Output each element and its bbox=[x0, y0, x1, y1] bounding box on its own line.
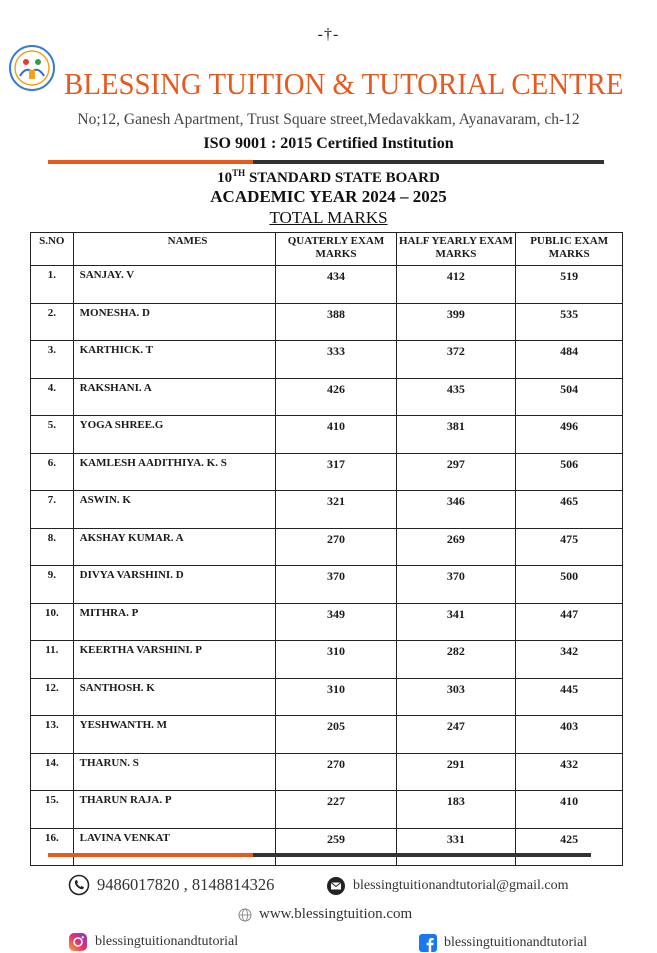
cell-sno: 8. bbox=[31, 528, 74, 566]
marks-table bbox=[30, 232, 623, 866]
table-row bbox=[31, 828, 623, 866]
cell-half-yearly-marks: 341 bbox=[396, 603, 516, 641]
instagram-icon bbox=[68, 932, 88, 952]
cell-public-marks: 465 bbox=[516, 491, 623, 529]
cell-public-marks: 535 bbox=[516, 303, 623, 341]
cell-quarterly-marks: 426 bbox=[276, 378, 396, 416]
cell-public-marks: 519 bbox=[516, 266, 623, 304]
cell-half-yearly-marks: 370 bbox=[396, 566, 516, 604]
cell-student-name: SANJAY. V bbox=[73, 266, 276, 304]
table-row bbox=[31, 528, 623, 566]
cell-public-marks: 445 bbox=[516, 678, 623, 716]
cell-public-marks: 496 bbox=[516, 416, 623, 454]
iso-certification: ISO 9001 : 2015 Certified Institution bbox=[203, 135, 454, 152]
table-row bbox=[31, 753, 623, 791]
cell-public-marks: 447 bbox=[516, 603, 623, 641]
cell-sno: 16. bbox=[31, 828, 74, 866]
table-row bbox=[31, 641, 623, 679]
standard-heading bbox=[0, 168, 657, 187]
globe-icon bbox=[238, 908, 252, 922]
table-row bbox=[31, 266, 623, 304]
cell-half-yearly-marks: 381 bbox=[396, 416, 516, 454]
cell-quarterly-marks: 388 bbox=[276, 303, 396, 341]
cell-quarterly-marks: 227 bbox=[276, 791, 396, 829]
cell-quarterly-marks: 410 bbox=[276, 416, 396, 454]
header-divider bbox=[48, 160, 604, 164]
cell-student-name: KARTHICK. T bbox=[73, 341, 276, 379]
cell-student-name: AKSHAY KUMAR. A bbox=[73, 528, 276, 566]
facebook-icon bbox=[419, 934, 437, 952]
cell-half-yearly-marks: 412 bbox=[396, 266, 516, 304]
cell-quarterly-marks: 349 bbox=[276, 603, 396, 641]
org-name: BLESSING TUITION & TUTORIAL CENTRE bbox=[64, 66, 624, 101]
header-public: PUBLIC EXAM MARKS bbox=[516, 233, 623, 266]
cell-half-yearly-marks: 291 bbox=[396, 753, 516, 791]
facebook-contact bbox=[419, 934, 587, 952]
org-address: No;12, Ganesh Apartment, Trust Square street,Medavakkam, Ayanavaram, ch-12 bbox=[77, 111, 580, 128]
table-row bbox=[31, 603, 623, 641]
cell-student-name: YESHWANTH. M bbox=[73, 716, 276, 754]
cell-half-yearly-marks: 303 bbox=[396, 678, 516, 716]
instagram-handle[interactable]: blessingtuitionandtutorial bbox=[95, 934, 239, 949]
header-sno: S.NO bbox=[31, 233, 74, 266]
cell-student-name: DIVYA VARSHINI. D bbox=[73, 566, 276, 604]
cell-sno: 5. bbox=[31, 416, 74, 454]
cell-sno: 3. bbox=[31, 341, 74, 379]
cell-quarterly-marks: 321 bbox=[276, 491, 396, 529]
cell-sno: 14. bbox=[31, 753, 74, 791]
table-row bbox=[31, 453, 623, 491]
email-contact bbox=[326, 876, 568, 896]
cell-quarterly-marks: 270 bbox=[276, 528, 396, 566]
header-quarterly: QUATERLY EXAM MARKS bbox=[276, 233, 396, 266]
cell-student-name: MITHRA. P bbox=[73, 603, 276, 641]
table-row bbox=[31, 491, 623, 529]
table-row bbox=[31, 791, 623, 829]
facebook-handle[interactable]: blessingtuitionandtutorial bbox=[444, 935, 588, 950]
cell-sno: 9. bbox=[31, 566, 74, 604]
header-half-yearly: HALF YEARLY EXAM MARKS bbox=[396, 233, 516, 266]
cell-quarterly-marks: 205 bbox=[276, 716, 396, 754]
cell-public-marks: 504 bbox=[516, 378, 623, 416]
cell-half-yearly-marks: 435 bbox=[396, 378, 516, 416]
cell-quarterly-marks: 259 bbox=[276, 828, 396, 866]
table-row bbox=[31, 566, 623, 604]
table-row bbox=[31, 416, 623, 454]
cell-sno: 7. bbox=[31, 491, 74, 529]
cell-half-yearly-marks: 183 bbox=[396, 791, 516, 829]
academic-year-heading: ACADEMIC YEAR 2024 – 2025 bbox=[210, 187, 447, 206]
email-icon bbox=[326, 876, 346, 896]
header-names: NAMES bbox=[73, 233, 276, 266]
cell-quarterly-marks: 310 bbox=[276, 678, 396, 716]
cell-public-marks: 410 bbox=[516, 791, 623, 829]
table-header-row bbox=[31, 233, 623, 266]
grade-suffix: TH bbox=[232, 168, 246, 178]
cross-symbol: -†- bbox=[317, 26, 340, 43]
instagram-contact bbox=[68, 932, 238, 952]
cell-sno: 4. bbox=[31, 378, 74, 416]
cell-half-yearly-marks: 399 bbox=[396, 303, 516, 341]
cell-sno: 10. bbox=[31, 603, 74, 641]
cell-student-name: KAMLESH AADITHIYA. K. S bbox=[73, 453, 276, 491]
website-url[interactable]: www.blessingtuition.com bbox=[259, 906, 413, 922]
cell-student-name: SANTHOSH. K bbox=[73, 678, 276, 716]
cell-public-marks: 506 bbox=[516, 453, 623, 491]
cell-student-name: YOGA SHREE.G bbox=[73, 416, 276, 454]
cell-sno: 12. bbox=[31, 678, 74, 716]
phone-contact bbox=[68, 874, 274, 896]
website-contact bbox=[238, 906, 412, 923]
phone-numbers: 9486017820 , 8148814326 bbox=[97, 875, 275, 894]
cell-half-yearly-marks: 297 bbox=[396, 453, 516, 491]
total-marks-heading: TOTAL MARKS bbox=[269, 208, 388, 227]
cell-half-yearly-marks: 372 bbox=[396, 341, 516, 379]
cell-public-marks: 475 bbox=[516, 528, 623, 566]
cell-quarterly-marks: 333 bbox=[276, 341, 396, 379]
cell-half-yearly-marks: 269 bbox=[396, 528, 516, 566]
cell-half-yearly-marks: 331 bbox=[396, 828, 516, 866]
cell-sno: 1. bbox=[31, 266, 74, 304]
cell-sno: 13. bbox=[31, 716, 74, 754]
cell-quarterly-marks: 270 bbox=[276, 753, 396, 791]
cell-quarterly-marks: 370 bbox=[276, 566, 396, 604]
cell-sno: 6. bbox=[31, 453, 74, 491]
logo-icon bbox=[8, 44, 56, 92]
cell-public-marks: 484 bbox=[516, 341, 623, 379]
cell-public-marks: 342 bbox=[516, 641, 623, 679]
footer-divider bbox=[48, 853, 591, 857]
cell-student-name: LAVINA VENKAT bbox=[73, 828, 276, 866]
cell-public-marks: 500 bbox=[516, 566, 623, 604]
cell-public-marks: 432 bbox=[516, 753, 623, 791]
table-row bbox=[31, 378, 623, 416]
cell-student-name: MONESHA. D bbox=[73, 303, 276, 341]
grade-number: 10 bbox=[217, 170, 233, 186]
cell-half-yearly-marks: 346 bbox=[396, 491, 516, 529]
grade-board: STANDARD STATE BOARD bbox=[245, 170, 440, 186]
cell-sno: 15. bbox=[31, 791, 74, 829]
table-row bbox=[31, 716, 623, 754]
table-row bbox=[31, 678, 623, 716]
cell-student-name: THARUN RAJA. P bbox=[73, 791, 276, 829]
cell-student-name: THARUN. S bbox=[73, 753, 276, 791]
cell-public-marks: 425 bbox=[516, 828, 623, 866]
table-row bbox=[31, 303, 623, 341]
cell-student-name: ASWIN. K bbox=[73, 491, 276, 529]
cell-half-yearly-marks: 282 bbox=[396, 641, 516, 679]
cell-sno: 2. bbox=[31, 303, 74, 341]
cell-quarterly-marks: 310 bbox=[276, 641, 396, 679]
cell-student-name: RAKSHANI. A bbox=[73, 378, 276, 416]
email-address[interactable]: blessingtuitionandtutorial@gmail.com bbox=[353, 878, 569, 893]
cell-public-marks: 403 bbox=[516, 716, 623, 754]
cell-half-yearly-marks: 247 bbox=[396, 716, 516, 754]
cell-quarterly-marks: 317 bbox=[276, 453, 396, 491]
phone-icon bbox=[68, 874, 90, 896]
cell-student-name: KEERTHA VARSHINI. P bbox=[73, 641, 276, 679]
cell-sno: 11. bbox=[31, 641, 74, 679]
cell-quarterly-marks: 434 bbox=[276, 266, 396, 304]
table-row bbox=[31, 341, 623, 379]
